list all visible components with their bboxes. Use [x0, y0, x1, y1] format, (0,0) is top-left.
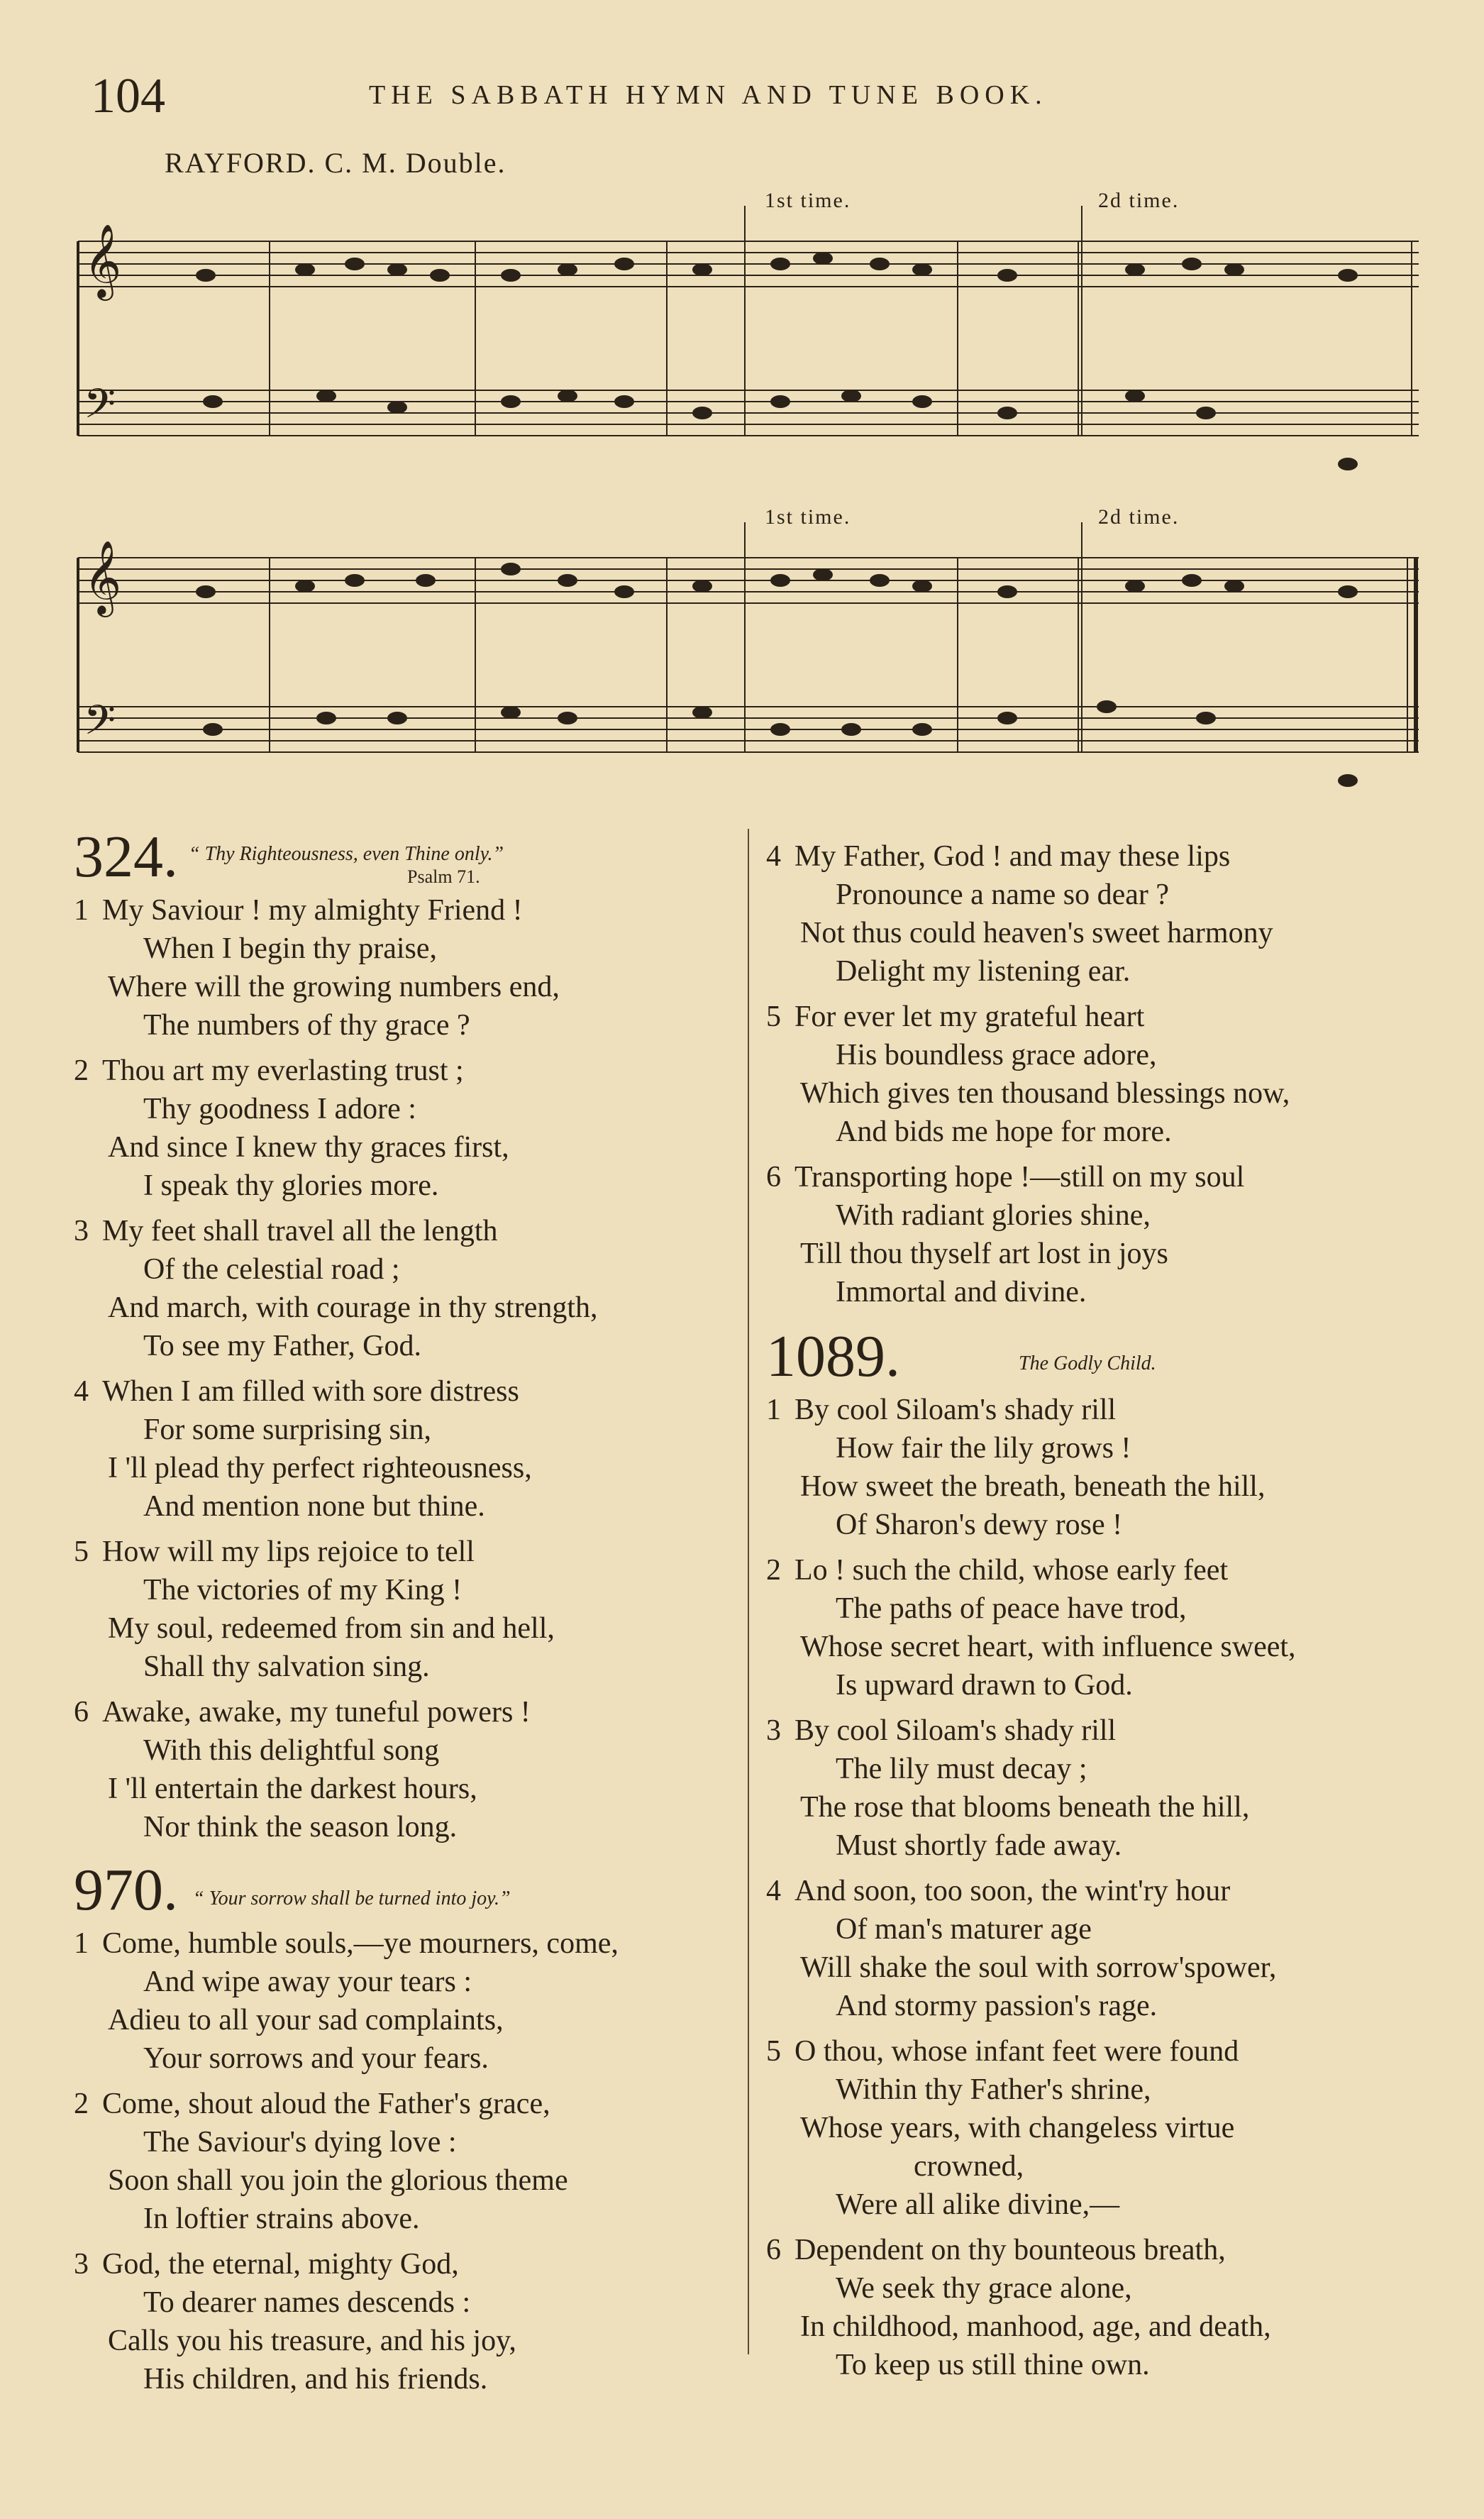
- bass-clef-icon: 𝄢: [84, 380, 116, 438]
- verse-line: God, the eternal, mighty God,: [102, 2248, 459, 2281]
- verse-line: Were all alike divine,—: [836, 2188, 1120, 2221]
- first-ending-label: 1st time.: [765, 189, 851, 212]
- verse-line: Of the celestial road ;: [143, 1253, 400, 1286]
- verse-line: Your sorrows and your fears.: [143, 2042, 489, 2075]
- verse-line: Transporting hope !—still on my soul: [794, 1161, 1245, 1194]
- staff-lines: [78, 206, 1419, 436]
- stanza-number: 4: [766, 1875, 781, 1907]
- verse-line: To see my Father, God.: [143, 1330, 421, 1362]
- verse-line: To dearer names descends :: [143, 2286, 471, 2319]
- verse-line: Of Sharon's dewy rose !: [836, 1509, 1123, 1541]
- hymn-epigraph: The Godly Child.: [1019, 1352, 1156, 1374]
- treble-clef-icon: 𝄞: [84, 540, 122, 614]
- verse-line: The victories of my King !: [143, 1574, 463, 1606]
- hymn-324-header: [74, 823, 733, 891]
- verse-line: My Saviour ! my almighty Friend !: [102, 894, 523, 927]
- stanza-number: 3: [766, 1714, 781, 1747]
- stanza: [74, 2085, 733, 2238]
- verse-line: Soon shall you join the glorious theme: [108, 2164, 568, 2197]
- hymn-1089-stanzas: [766, 1391, 1433, 2384]
- stanza: [74, 1924, 733, 2078]
- verse-line: Will shake the soul with sorrow'spower,: [800, 1951, 1277, 1984]
- verse-line: And stormy passion's rage.: [836, 1990, 1158, 2022]
- hymn-number: 324.: [74, 824, 178, 890]
- right-column: [766, 837, 1433, 2391]
- verse-line: I 'll entertain the darkest hours,: [108, 1773, 477, 1805]
- stanza-number: 1: [766, 1394, 781, 1426]
- verse-line: Must shortly fade away.: [836, 1829, 1122, 1862]
- verse-line: Shall thy salvation sing.: [143, 1650, 430, 1683]
- stanza: [74, 2245, 733, 2398]
- notes: [196, 563, 1358, 787]
- hymn-epigraph: “ Your sorrow shall be turned into joy.”: [193, 1887, 511, 1909]
- verse-line: Come, humble souls,—ye mourners, come,: [102, 1927, 619, 1960]
- music-system-2: [0, 501, 1484, 799]
- stanza: [766, 1872, 1433, 2025]
- stanza-number: 1: [74, 894, 89, 927]
- verse-line: My Father, God ! and may these lips: [794, 840, 1231, 873]
- running-head: THE SABBATH HYMN AND TUNE BOOK.: [369, 80, 1048, 110]
- stanza: [766, 1551, 1433, 1704]
- verse-line: I speak thy glories more.: [143, 1169, 439, 1202]
- page-number: 104: [91, 69, 165, 123]
- music-system-1: [0, 184, 1484, 483]
- left-column: [74, 823, 733, 2405]
- verse-line: I 'll plead thy perfect righteousness,: [108, 1452, 532, 1484]
- stanza-number: 6: [766, 1161, 781, 1194]
- stanza: [74, 1052, 733, 1205]
- verse-line: Within thy Father's shrine,: [836, 2073, 1151, 2106]
- stanza-number: 4: [74, 1375, 89, 1408]
- stanza: [74, 1533, 733, 1686]
- verse-line: Not thus could heaven's sweet harmony: [800, 917, 1273, 949]
- verse-line: And since I knew thy graces first,: [108, 1131, 509, 1164]
- stanza: [766, 998, 1433, 1151]
- hymn-number: 970.: [74, 1857, 178, 1923]
- verse-line: When I begin thy praise,: [143, 932, 438, 965]
- verse-line: Thou art my everlasting trust ;: [102, 1054, 464, 1087]
- hymn-epigraph: “ Thy Righteousness, even Thine only.”: [189, 843, 504, 865]
- stanza: [74, 1212, 733, 1365]
- stanza-number: 5: [766, 2035, 781, 2068]
- verse-line: The numbers of thy grace ?: [143, 1009, 470, 1042]
- stanza-number: 4: [766, 840, 781, 873]
- stanza-number: 3: [74, 1215, 89, 1247]
- verse-line: For some surprising sin,: [143, 1413, 432, 1446]
- stanza: [766, 2231, 1433, 2384]
- stanza: [766, 1391, 1433, 1544]
- verse-line: Dependent on thy bounteous breath,: [794, 2234, 1226, 2266]
- verse-line: Awake, awake, my tuneful powers !: [102, 1696, 531, 1729]
- verse-line: Thy goodness I adore :: [143, 1093, 416, 1125]
- hymn-970-stanzas: [74, 1924, 733, 2398]
- stanza-number: 5: [766, 1001, 781, 1033]
- treble-clef-icon: 𝄞: [84, 224, 122, 298]
- verse-line: Of man's maturer age: [836, 1913, 1092, 1946]
- verse-line: And soon, too soon, the wint'ry hour: [794, 1875, 1231, 1907]
- verse-line: The Saviour's dying love :: [143, 2126, 457, 2159]
- stanza-number: 3: [74, 2248, 89, 2281]
- verse-line: Where will the growing numbers end,: [108, 971, 560, 1003]
- verse-line: His boundless grace adore,: [836, 1039, 1157, 1071]
- verse-line: The lily must decay ;: [836, 1753, 1087, 1785]
- stanza: [74, 891, 733, 1044]
- verse-line: In childhood, manhood, age, and death,: [800, 2310, 1271, 2343]
- verse-line: His children, and his friends.: [143, 2363, 488, 2396]
- verse-line: And march, with courage in thy strength,: [108, 1291, 598, 1324]
- verse-line: O thou, whose infant feet were found: [794, 2035, 1239, 2068]
- stanza-number: 1: [74, 1927, 89, 1960]
- verse-line: In loftier strains above.: [143, 2203, 420, 2235]
- stanza-number: 6: [766, 2234, 781, 2266]
- stanza: [766, 1712, 1433, 1865]
- bass-clef-icon: 𝄢: [84, 696, 116, 754]
- verse-line: My soul, redeemed from sin and hell,: [108, 1612, 555, 1645]
- verse-line: My feet shall travel all the length: [102, 1215, 498, 1247]
- notes: [196, 252, 1358, 470]
- verse-line: Whose years, with changeless virtue: [800, 2112, 1235, 2144]
- verse-line: Lo ! such the child, whose early feet: [794, 1554, 1229, 1587]
- verse-line: And bids me hope for more.: [836, 1115, 1172, 1148]
- verse-line: Is upward drawn to God.: [836, 1669, 1133, 1702]
- hymn-number: 1089.: [766, 1323, 900, 1389]
- verse-line: With radiant glories shine,: [836, 1199, 1151, 1232]
- stanza: [74, 1693, 733, 1846]
- verse-line: Delight my listening ear.: [836, 955, 1131, 988]
- stanza-number: 2: [74, 2088, 89, 2120]
- verse-line: crowned,: [914, 2150, 1024, 2183]
- hymn-reference: Psalm 71.: [407, 866, 480, 887]
- stanza: [766, 2032, 1433, 2224]
- verse-line: And wipe away your tears :: [143, 1966, 472, 1998]
- verse-line: How fair the lily grows !: [836, 1432, 1131, 1465]
- tune-title: RAYFORD. C. M. Double.: [165, 147, 506, 179]
- stanza: [74, 1372, 733, 1526]
- verse-line: The rose that blooms beneath the hill,: [800, 1791, 1250, 1824]
- verse-line: By cool Siloam's shady rill: [794, 1394, 1117, 1426]
- stanza-number: 2: [74, 1054, 89, 1087]
- stanza-number: 2: [766, 1554, 781, 1587]
- stanza: [766, 1158, 1433, 1311]
- hymn-970-header: [74, 1856, 733, 1924]
- verse-line: Adieu to all your sad complaints,: [108, 2004, 504, 2036]
- staff-lines: [78, 522, 1419, 752]
- stanza: [766, 837, 1433, 991]
- verse-line: Come, shout aloud the Father's grace,: [102, 2088, 550, 2120]
- verse-line: For ever let my grateful heart: [794, 1001, 1145, 1033]
- verse-line: And mention none but thine.: [143, 1490, 485, 1523]
- first-ending-label-2: 1st time.: [765, 505, 851, 529]
- verse-line: With this delightful song: [143, 1734, 440, 1767]
- verse-line: The paths of peace have trod,: [836, 1592, 1187, 1625]
- verse-line: By cool Siloam's shady rill: [794, 1714, 1117, 1747]
- stanza-number: 5: [74, 1536, 89, 1568]
- stanza-number: 6: [74, 1696, 89, 1729]
- verse-line: Pronounce a name so dear ?: [836, 878, 1169, 911]
- verse-line: Calls you his treasure, and his joy,: [108, 2325, 516, 2357]
- verse-line: Immortal and divine.: [836, 1276, 1087, 1308]
- verse-line: We seek thy grace alone,: [836, 2272, 1132, 2305]
- verse-line: Which gives ten thousand blessings now,: [800, 1077, 1290, 1110]
- hymn-324-stanzas: [74, 891, 733, 1846]
- verse-line: Whose secret heart, with influence sweet,: [800, 1631, 1296, 1663]
- column-divider: [748, 829, 749, 2354]
- verse-line: How will my lips rejoice to tell: [102, 1536, 475, 1568]
- verse-line: To keep us still thine own.: [836, 2349, 1150, 2381]
- second-ending-label: 2d time.: [1098, 189, 1180, 212]
- verse-line: How sweet the breath, beneath the hill,: [800, 1470, 1266, 1503]
- hymn-970-continued: [766, 837, 1433, 1311]
- second-ending-label-2: 2d time.: [1098, 505, 1180, 529]
- verse-line: Till thou thyself art lost in joys: [800, 1238, 1168, 1270]
- verse-line: When I am filled with sore distress: [102, 1375, 519, 1408]
- hymn-1089-header: [766, 1323, 1433, 1391]
- verse-line: Nor think the season long.: [143, 1811, 458, 1843]
